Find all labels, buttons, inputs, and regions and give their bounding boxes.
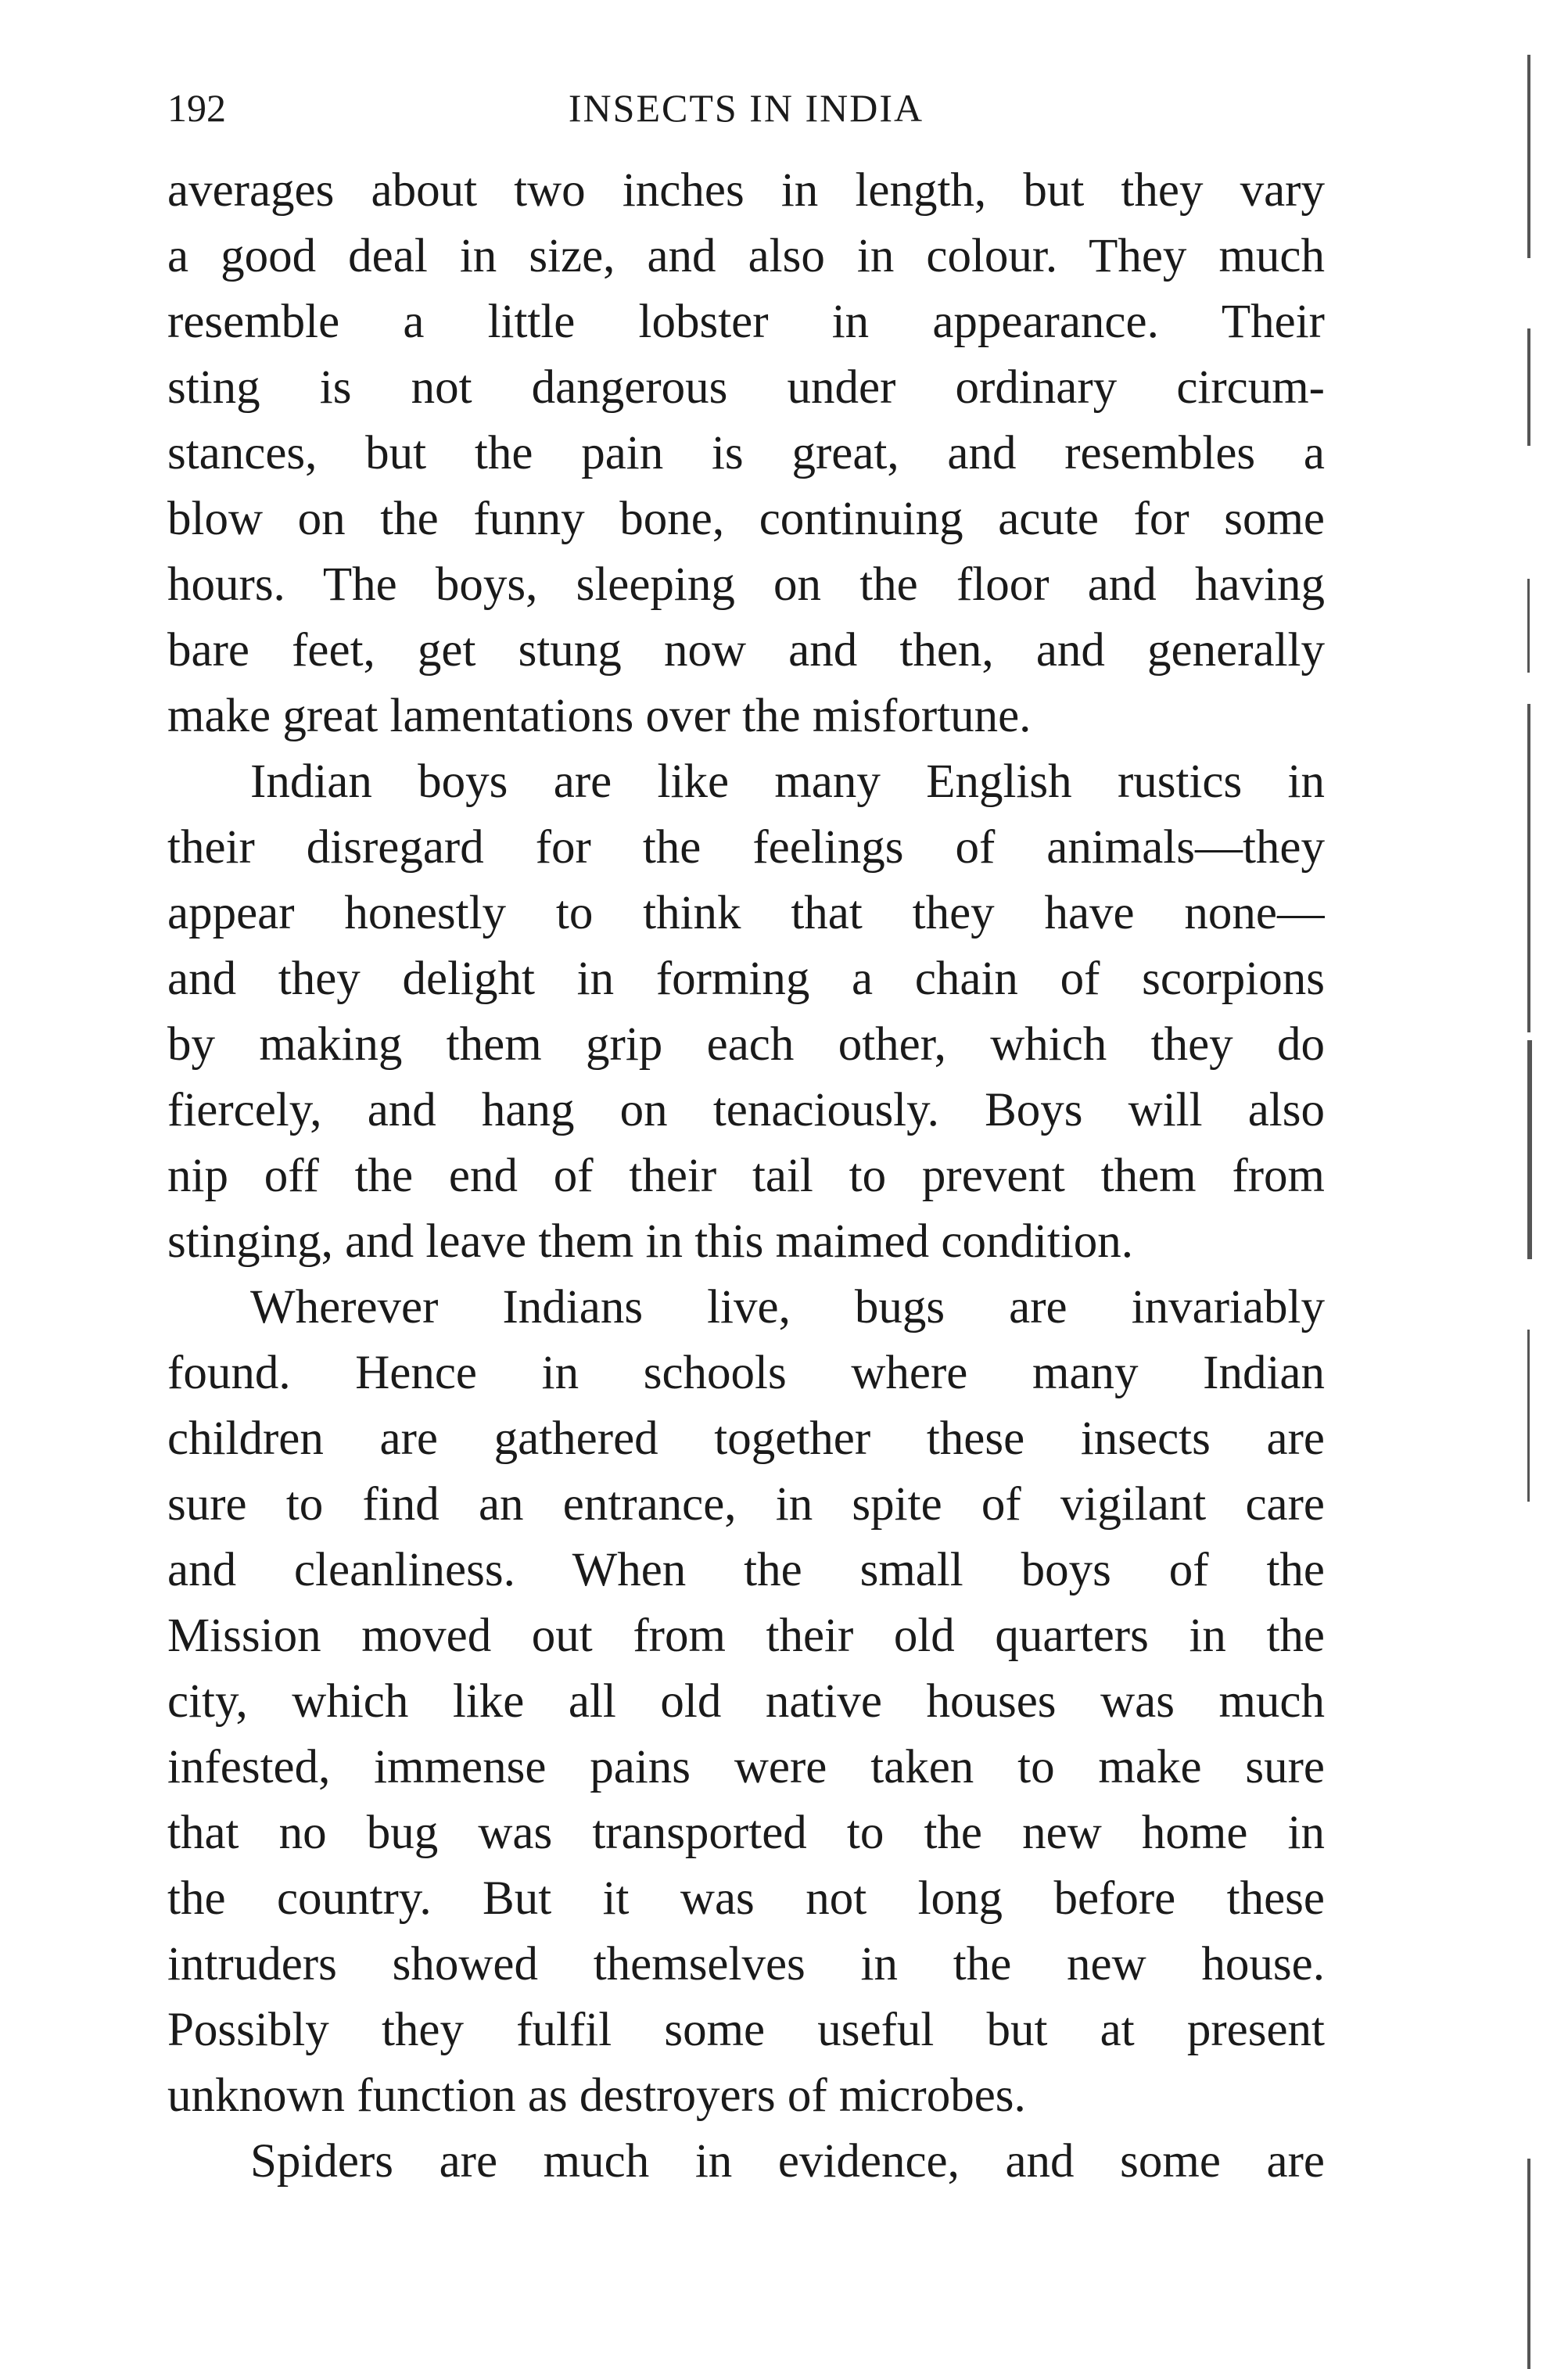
paragraph-end-line: unknown function as destroyers of microbes.	[167, 2069, 1026, 2122]
running-title: INSECTS IN INDIA	[568, 86, 924, 130]
text-line: and they delight in forming a chain of scorpions	[167, 953, 1325, 1005]
text-line: their disregard for the feelings of animals—they	[167, 821, 1325, 874]
text-line: sting is not dangerous under ordinary circum-	[167, 361, 1325, 414]
binding-edge-mark	[1527, 1040, 1532, 1259]
binding-edge-mark	[1527, 704, 1530, 1032]
paragraph-start-line: Indian boys are like many English rustics in	[250, 756, 1325, 808]
text-line: stances, but the pain is great, and resembles a	[167, 427, 1325, 479]
running-head	[167, 77, 1325, 139]
text-line: averages about two inches in length, but they vary	[167, 164, 1325, 217]
paragraph-end-line: make great lamentations over the misfortune.	[167, 690, 1032, 742]
text-line: bare feet, get stung now and then, and generally	[167, 624, 1325, 677]
text-line: sure to find an entrance, in spite of vigilant care	[167, 1478, 1325, 1531]
paragraph-start-line: Spiders are much in evidence, and some are	[250, 2135, 1325, 2188]
binding-edge-mark	[1527, 579, 1530, 673]
text-line: hours. The boys, sleeping on the floor and having	[167, 558, 1325, 611]
text-line: and cleanliness. When the small boys of the	[167, 1544, 1325, 1596]
text-line: by making them grip each other, which they do	[167, 1018, 1325, 1071]
binding-edge-mark	[1527, 2159, 1530, 2369]
paragraph-end-line: stinging, and leave them in this maimed condition.	[167, 1215, 1134, 1268]
page-number: 192	[167, 86, 226, 130]
text-line: the country. But it was not long before these	[167, 1872, 1325, 1925]
text-line: city, which like all old native houses was much	[167, 1675, 1325, 1728]
text-line: nip off the end of their tail to prevent them from	[167, 1150, 1325, 1202]
binding-edge-mark	[1527, 1330, 1530, 1502]
text-line: Mission moved out from their old quarters in the	[167, 1610, 1325, 1662]
body-text	[167, 158, 1325, 2195]
text-line: fiercely, and hang on tenaciously. Boys will also	[167, 1084, 1325, 1136]
text-line: appear honestly to think that they have none—	[167, 887, 1325, 939]
text-line: found. Hence in schools where many Indian	[167, 1347, 1325, 1399]
text-line: that no bug was transported to the new home in	[167, 1807, 1325, 1859]
binding-edge-mark	[1527, 55, 1530, 258]
text-line: Possibly they fulfil some useful but at present	[167, 2004, 1325, 2056]
binding-edge-mark	[1527, 328, 1530, 446]
text-line: resemble a little lobster in appearance. Their	[167, 296, 1325, 348]
text-line: children are gathered together these insects are	[167, 1412, 1325, 1465]
text-line: intruders showed themselves in the new house.	[167, 1938, 1325, 1990]
text-line: infested, immense pains were taken to make sure	[167, 1741, 1325, 1793]
text-line: blow on the funny bone, continuing acute for some	[167, 493, 1325, 545]
text-line: a good deal in size, and also in colour. They much	[167, 230, 1325, 282]
paragraph-start-line: Wherever Indians live, bugs are invariably	[250, 1281, 1325, 1333]
